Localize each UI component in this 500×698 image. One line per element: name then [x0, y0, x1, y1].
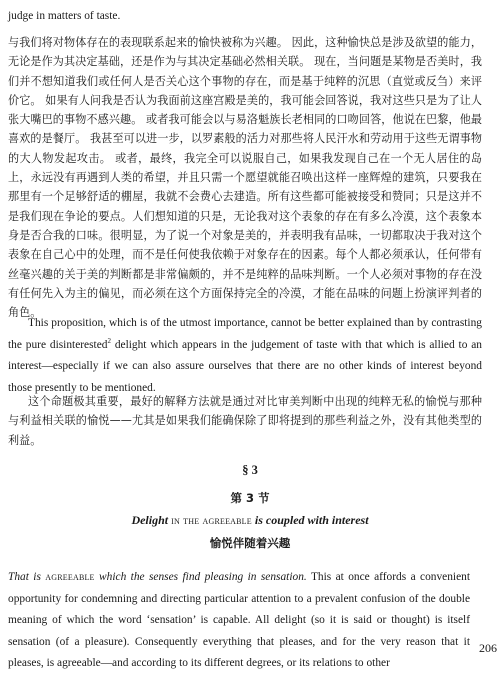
chinese-paragraph-2: 这个命题极其重要，最好的解释方法就是通过对比审美判断中出现的纯粹无私的愉悦与那种与利益相关联的愉悦——尤其是如果我们能确保除了即将提到的那些利益之外，没有其他类型的利益。 — [8, 395, 482, 447]
section-title-english — [0, 513, 500, 528]
section-title-part-1: Delight — [131, 513, 172, 527]
english-paragraph-1-text-a: This proposition, which is of the utmost importance, cannot be better explained than by contrasting the pure disinterested — [8, 317, 482, 351]
page-number: 206 — [479, 641, 497, 655]
section-title-chinese: 愉悦伴随着兴趣 — [209, 536, 291, 550]
section-number: § 3 — [242, 463, 258, 477]
english-paragraph-1 — [8, 313, 482, 399]
section-title-part-2: is coupled with interest — [251, 513, 369, 527]
english-paragraph-2 — [8, 567, 470, 675]
footnote-marker[interactable]: 2 — [107, 336, 111, 345]
english-paragraph-2-rest: This at once affords a convenient opportunity for condemning and directing particular attention to a prevalent confusion of the double meaning of which the word ‘sensation’ is capable. All delight (so it is said or thought) is itself sensation (of a pleasure). Consequently everything that pleases, and for the very reason that it pleases, is agreeable—and according to its different degrees, or its relations to other — [8, 571, 470, 669]
section-title-smallcaps: in the agreeable — [171, 513, 252, 527]
lead-smallcaps: agreeable — [45, 571, 95, 583]
continuation-line: judge in matters of taste. — [8, 10, 121, 22]
lead-italic-2: which the senses find pleasing in sensation. — [94, 571, 307, 583]
lead-italic-1: That is — [8, 571, 46, 583]
english-paragraph-1-text-b: delight which appears in the judgement of taste with that which is allied to an interest—especially if we can also assure ourselves that there are no other kinds of interest beyond those presently to be mentioned. — [8, 338, 483, 394]
chinese-paragraph-1: 与我们将对物体存在的表现联系起来的愉快被称为兴趣。 因此，这种愉快总是涉及欲望的能力，无论是作为其决定基础，还是作为与其决定基础必然相关联。 现在，当问题是某物是否美时，我们并不想知道我们或任何人是否关心这个事物的存在，而是基于纯粹的沉思（直觉或反刍）来评价它。 如果有人问我是否认为我面前这座宫殿是美的，我可能会回答说，我对这些只是为了让人张大嘴巴的事物不感兴趣。 或者我可能会以与易洛魁族长老相同的口吻回答，他说在巴黎，他最喜欢的是餐厅。 我甚至可以进一步，以罗素般的活力对那些将人民汗水和劳动用于这些无谓事物的大人物发起攻击。 或者，最终，我完全可以说服自己，如果我发现自己在一个无人居住的岛上，永远没有再遇到人类的希望，并且只需一个愿望就能召唤出这样一座辉煌的建筑，只要我在那里有一个足够舒适的棚屋，我就不会费心去建造。所有这些都可能被接受和赞同；只是这并不是我们现在争论的要点。人们想知道的只是，无论我对这个表象的存在有多么冷漠，这个表象本身是否合我的口味。很明显，为了说一个对象是美的，并表明我有品味，一切都取决于我对这个表象在自己心中的处理，而不是任何使我依赖于对象存在的因素。每个人都必须承认，任何带有丝毫兴趣的关于美的判断都是非常偏颇的，并不是纯粹的品味判断。一个人必须对事物的存在没有任何先入为主的偏见，而必须在这个方面保持完全的冷漠，才能在品味的问题上扮演评判者的角色。 — [8, 36, 482, 320]
section-number-chinese: 第 3 节 — [230, 491, 270, 505]
